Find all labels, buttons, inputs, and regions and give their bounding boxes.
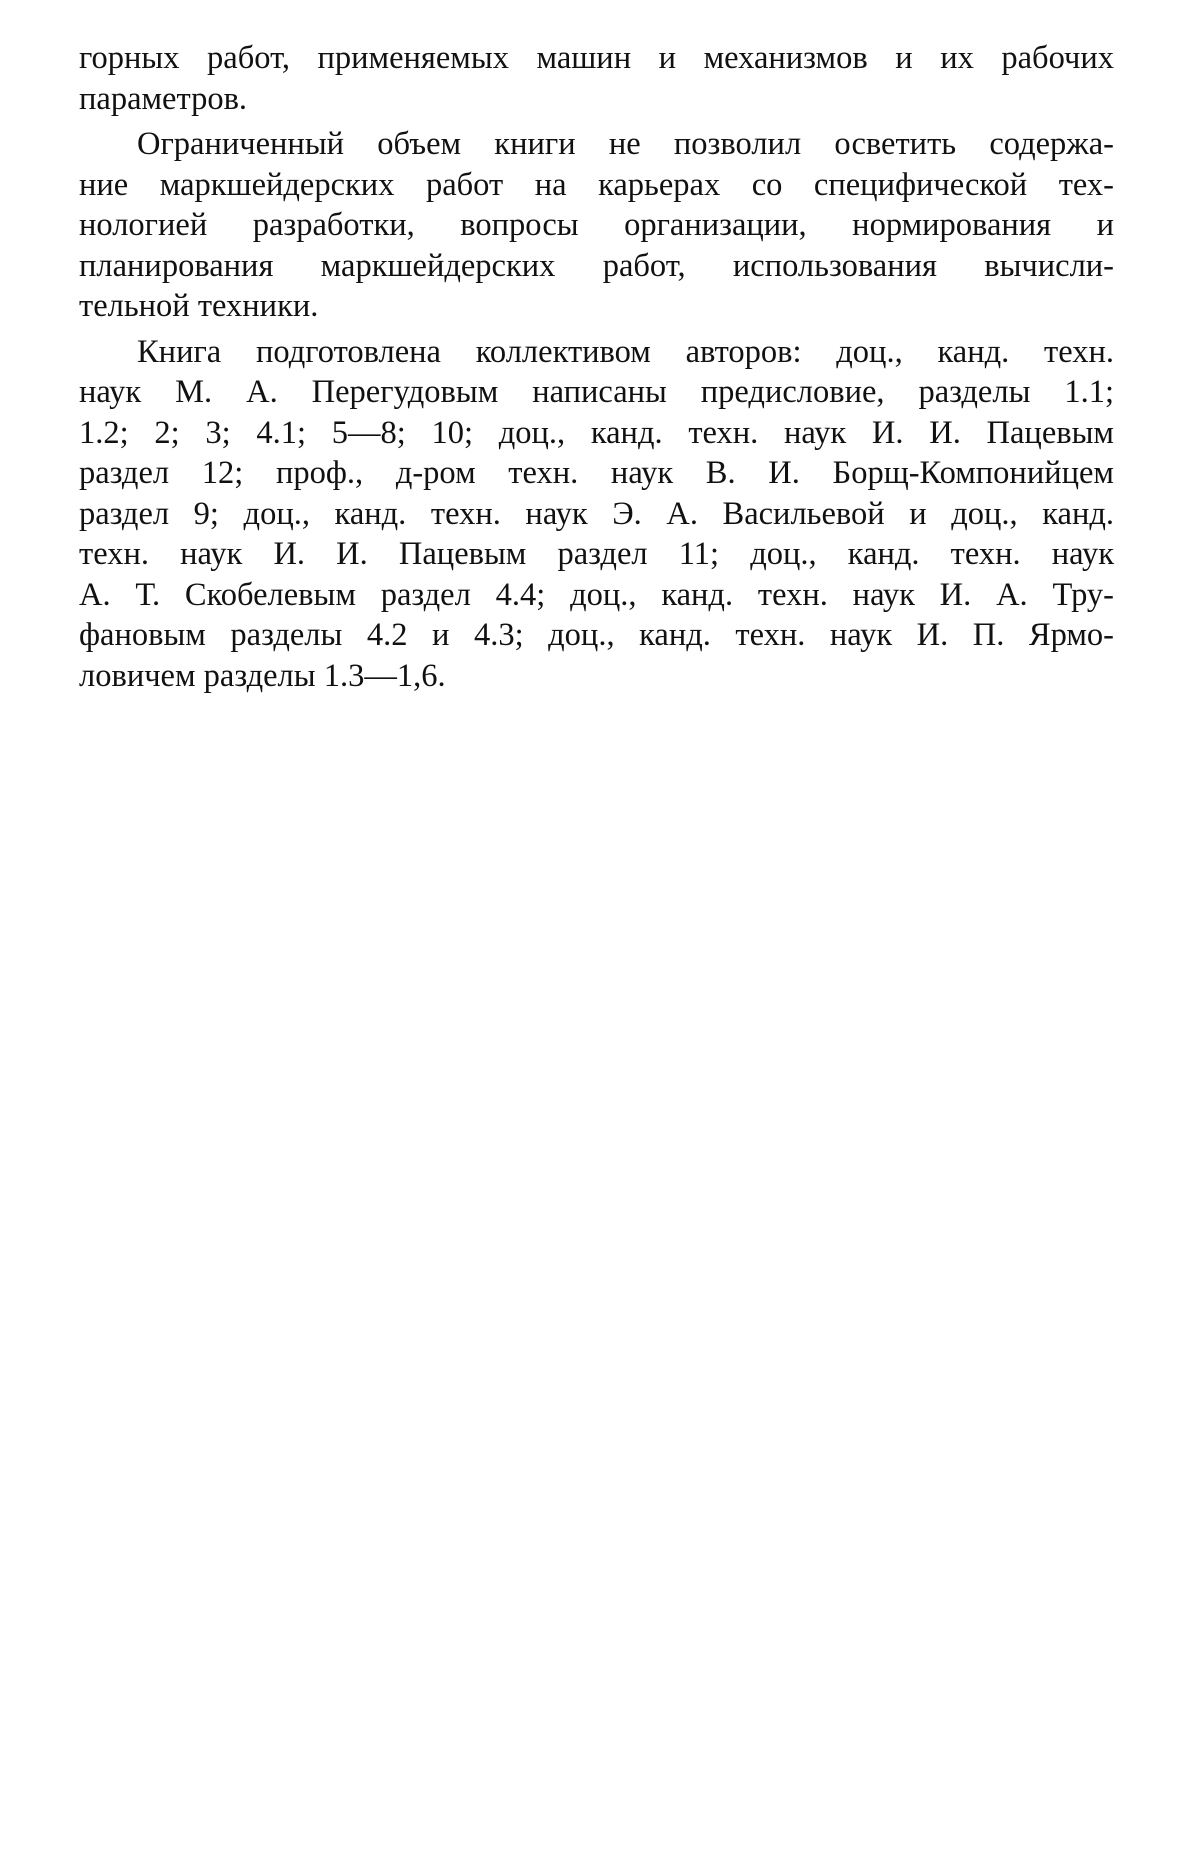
text-line: ловичем разделы 1.3—1,6. <box>79 657 446 694</box>
text-line: планирования маркшейдерских работ, использования вычисли- <box>79 247 1114 284</box>
text-line: тельной техники. <box>79 288 319 324</box>
text-line: раздел 12; проф., д-ром техн. наук В. И. Борщ-Компонийцем <box>79 455 1114 491</box>
text-line: параметров. <box>79 80 248 117</box>
text-line: Книга подготовлена коллективом авторов: доц., канд. техн. <box>137 333 1114 370</box>
text-line: фановым разделы 4.2 и 4.3; доц., канд. техн. наук И. П. Ярмо- <box>79 617 1114 653</box>
paragraph-continuation <box>79 38 1114 119</box>
text-line: 1.2; 2; 3; 4.1; 5—8; 10; доц., канд. техн. наук И. И. Пацевым <box>79 414 1114 451</box>
text-line: раздел 9; доц., канд. техн. наук Э. А. Васильевой и доц., канд. <box>79 495 1114 532</box>
document-page <box>79 38 1114 696</box>
text-line: горных работ, применяемых машин и механизмов и их рабочих <box>79 40 1114 76</box>
paragraph-authors <box>79 332 1114 697</box>
text-line: Ограниченный объем книги не позволил осветить содержа- <box>137 126 1114 162</box>
text-line: наук М. А. Перегудовым написаны предисловие, разделы 1.1; <box>79 374 1114 410</box>
text-line: нологией разработки, вопросы организации, нормирования и <box>79 207 1114 243</box>
text-line: А. Т. Скобелевым раздел 4.4; доц., канд. техн. наук И. А. Тру- <box>79 576 1114 613</box>
text-line: техн. наук И. И. Пацевым раздел 11; доц., канд. техн. наук <box>79 536 1114 572</box>
paragraph-scope-limitations <box>79 124 1114 327</box>
text-line: ние маркшейдерских работ на карьерах со специфической тех- <box>79 166 1114 203</box>
